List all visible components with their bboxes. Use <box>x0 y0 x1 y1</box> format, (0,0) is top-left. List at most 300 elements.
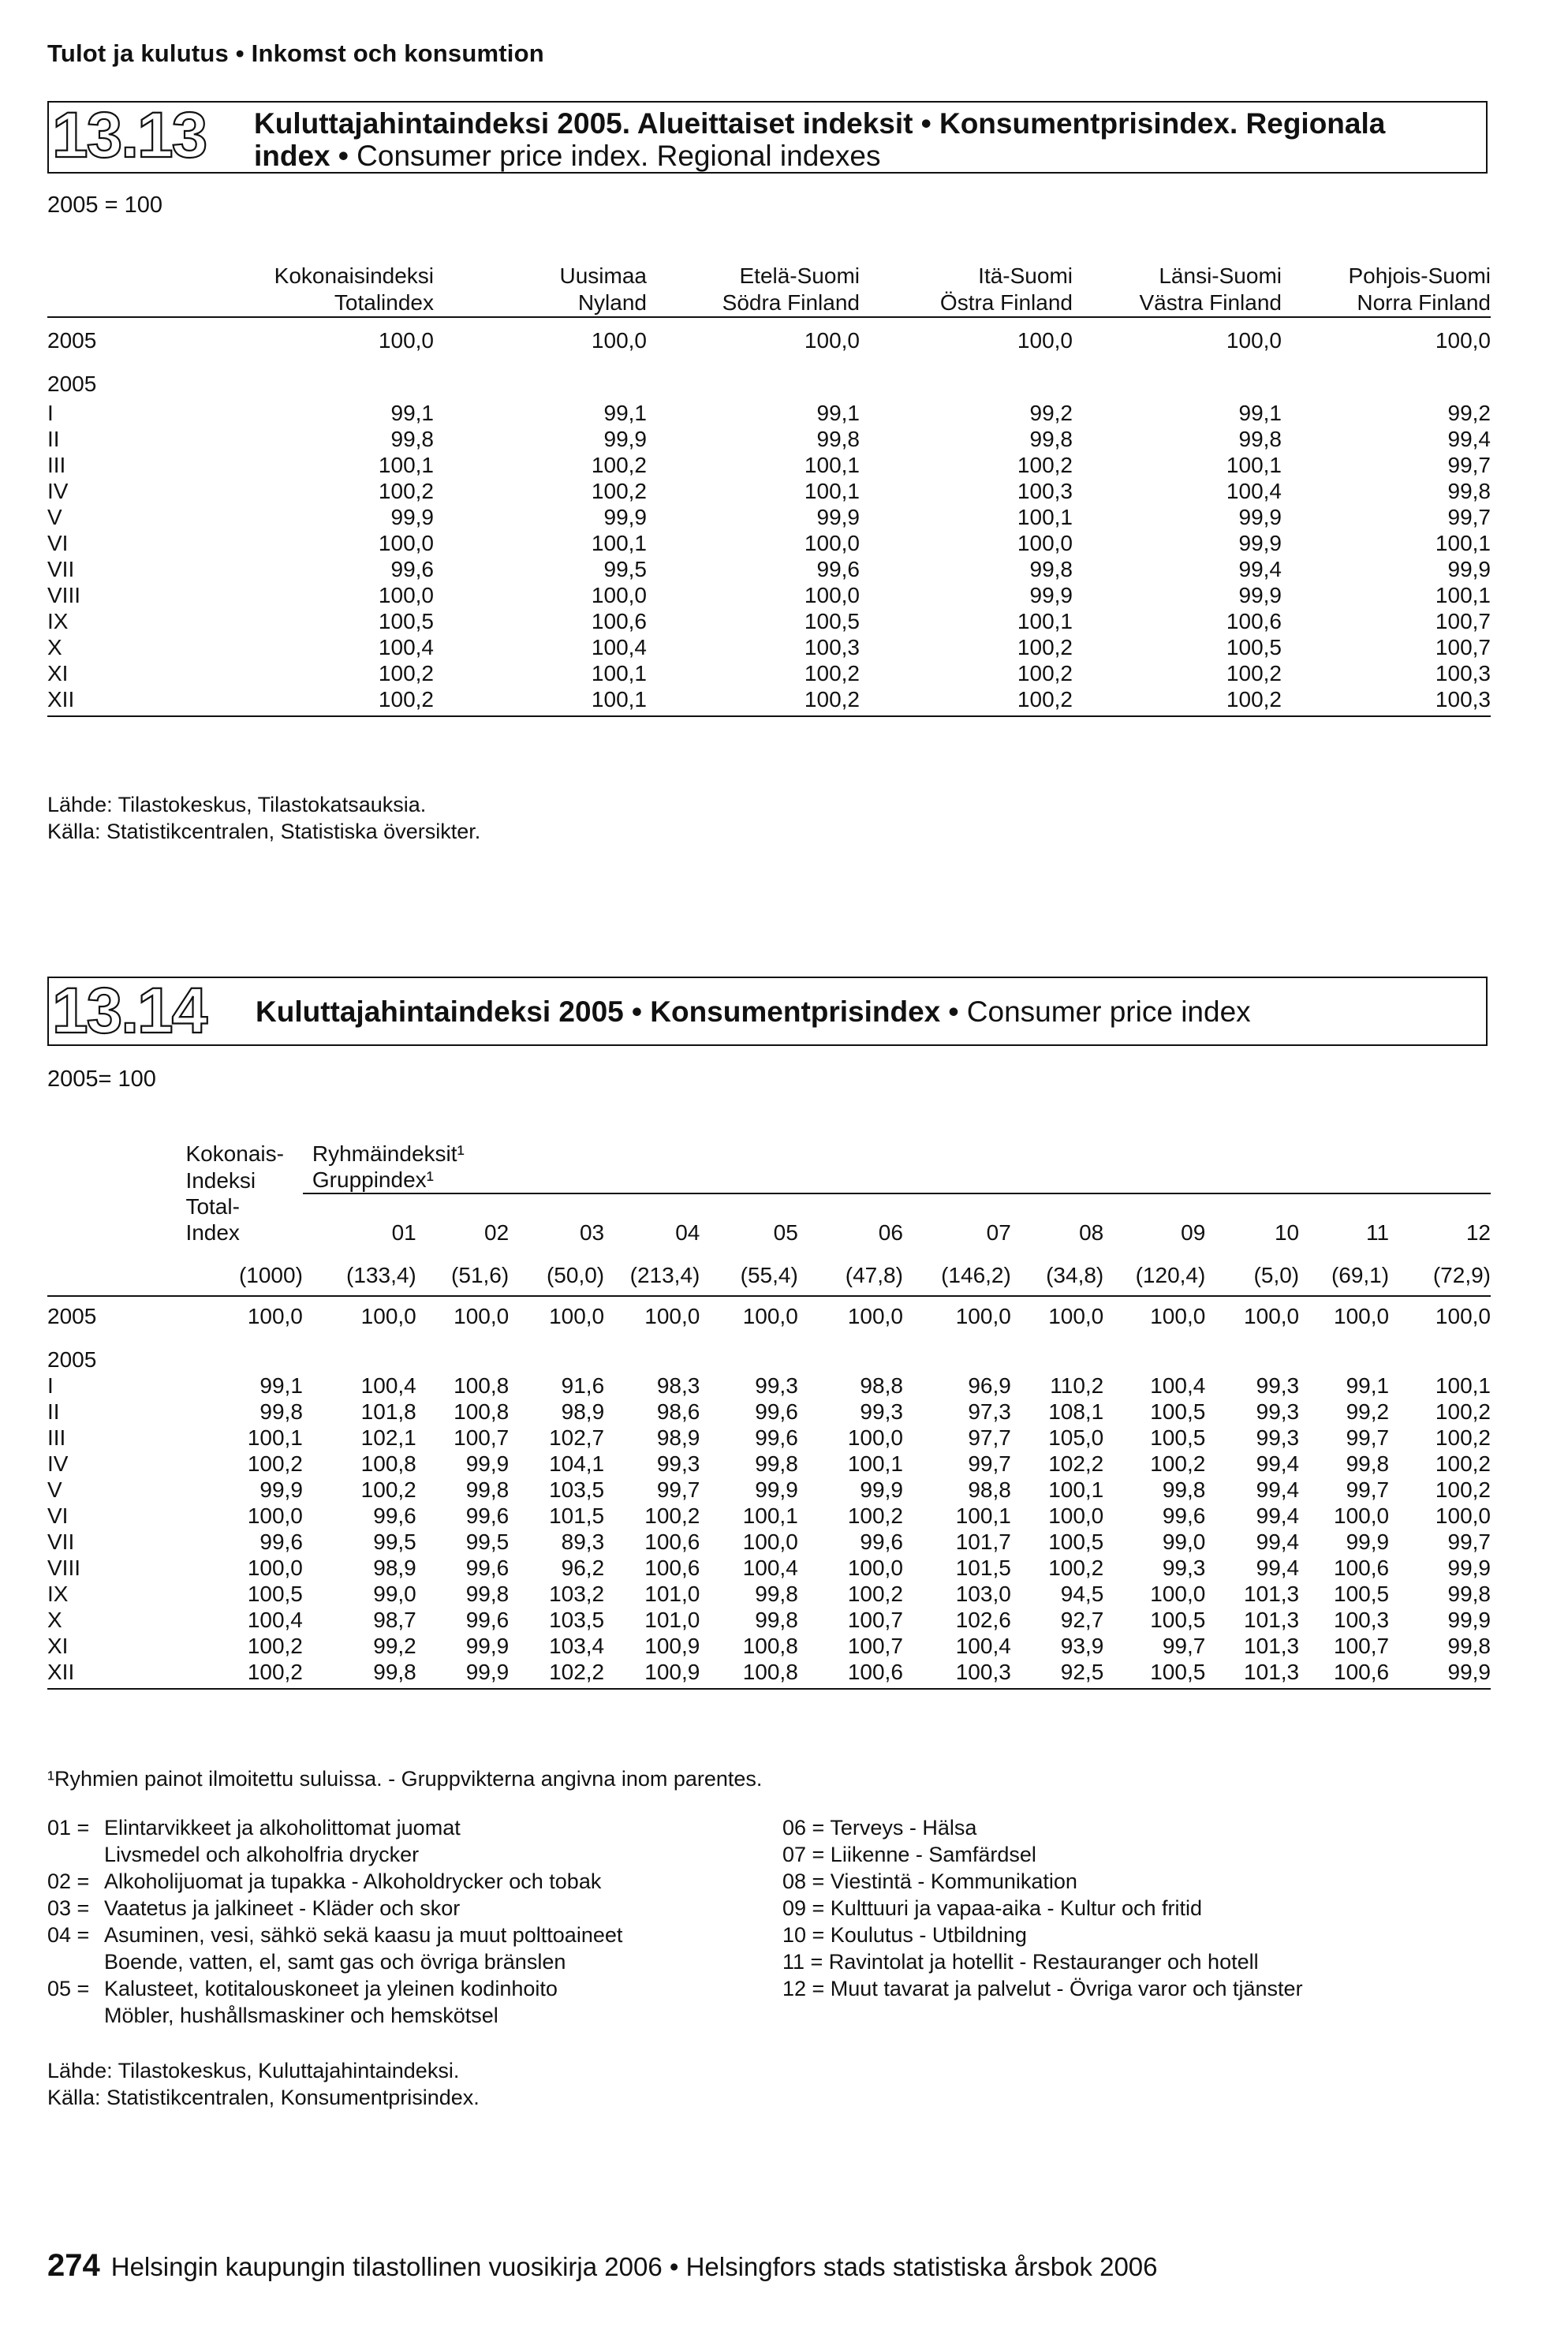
value-cell: 100,3 <box>1435 687 1491 712</box>
value-cell: 99,1 <box>1238 401 1282 425</box>
value-cell: 99,9 <box>1447 1660 1491 1684</box>
value-cell: 99,3 <box>656 1451 700 1476</box>
value-cell: 96,9 <box>968 1373 1011 1398</box>
value-cell: 98,3 <box>656 1373 700 1398</box>
value-cell: 99,5 <box>373 1530 416 1554</box>
table-row <box>47 582 1491 608</box>
table-title-bold: Kuluttajahintaindeksi 2005 • Konsumentprisindex • <box>256 995 959 1028</box>
value-cell: 101,5 <box>955 1556 1011 1580</box>
value-cell: 99,8 <box>816 427 860 451</box>
group-code-header: 08 <box>1079 1220 1104 1245</box>
value-cell: 100,1 <box>804 453 860 477</box>
value-cell: 100,5 <box>378 609 434 633</box>
weight-cell: (5,0) <box>1253 1263 1300 1287</box>
value-cell: 99,9 <box>465 1634 510 1658</box>
value-cell: 103,5 <box>549 1477 605 1502</box>
value-cell: 100,1 <box>804 479 860 503</box>
footer-text: Helsingin kaupungin tilastollinen vuosikirja 2006 • Helsingfors stads statistiska årsbok 2006 <box>110 2252 1158 2281</box>
col-header: Nyland <box>577 290 647 315</box>
value-cell: 99,9 <box>755 1477 798 1502</box>
value-cell: 100,8 <box>742 1660 798 1684</box>
weight-cell: (213,4) <box>629 1263 700 1287</box>
legend-code: 02 = <box>47 1869 90 1893</box>
row-label: VII <box>47 557 75 581</box>
table-title-box <box>47 101 1488 174</box>
value-cell: 99,6 <box>465 1556 510 1580</box>
value-cell: 100,3 <box>804 635 860 659</box>
value-cell: 98,7 <box>373 1608 416 1632</box>
value-cell: 99,7 <box>968 1451 1011 1476</box>
value-cell: 99,4 <box>1256 1530 1300 1554</box>
legend-item <box>47 1975 781 2002</box>
value-cell: 100,0 <box>1435 1304 1491 1328</box>
value-cell: 100,2 <box>1435 1425 1491 1450</box>
value-cell: 100,2 <box>378 479 434 503</box>
value-cell: 100,0 <box>247 1556 303 1580</box>
value-cell: 94,5 <box>1060 1582 1104 1606</box>
value-cell: 99,8 <box>1447 1582 1491 1606</box>
value-cell: 99,3 <box>1162 1556 1206 1580</box>
group-header-row <box>47 1167 1491 1193</box>
row-label: V <box>47 505 62 529</box>
group-code-header: 01 <box>391 1220 416 1245</box>
value-cell: 102,6 <box>955 1608 1011 1632</box>
legend-item <box>47 1814 781 1841</box>
table-row <box>47 556 1491 582</box>
value-cell: 100,0 <box>1150 1582 1206 1606</box>
value-cell: 100,2 <box>847 1582 903 1606</box>
value-cell: 99,8 <box>1029 557 1073 581</box>
legend-code: 05 = <box>47 1977 90 2000</box>
value-cell: 100,4 <box>742 1556 798 1580</box>
value-cell: 100,2 <box>1150 1451 1206 1476</box>
page-footer <box>47 2248 1158 2284</box>
col-header: Totalindex <box>334 290 434 315</box>
col-header: Norra Finland <box>1357 290 1491 315</box>
total-header-4: Index <box>185 1220 240 1245</box>
value-cell: 100,5 <box>1150 1399 1206 1424</box>
value-cell: 99,8 <box>1029 427 1073 451</box>
value-cell: 99,7 <box>1162 1634 1206 1658</box>
value-cell: 99,6 <box>465 1503 510 1528</box>
base-year-note: 2005= 100 <box>47 1066 156 1092</box>
value-cell: 100,8 <box>360 1451 416 1476</box>
value-cell: 100,5 <box>1226 635 1282 659</box>
row-label: XII <box>47 1660 75 1684</box>
value-cell: 100,0 <box>1150 1304 1206 1328</box>
value-cell: 100,0 <box>360 1304 416 1328</box>
table-row <box>47 1399 1491 1425</box>
value-cell: 100,2 <box>1435 1399 1491 1424</box>
value-cell: 100,3 <box>1334 1608 1390 1632</box>
group-code-header: 06 <box>878 1220 903 1245</box>
value-cell: 100,1 <box>1435 531 1491 555</box>
value-cell: 101,0 <box>644 1608 700 1632</box>
row-label: VIII <box>47 583 81 607</box>
value-cell: 100,2 <box>1435 1451 1491 1476</box>
value-cell: 99,6 <box>373 1503 416 1528</box>
value-cell: 99,1 <box>1346 1373 1390 1398</box>
value-cell: 101,3 <box>1244 1608 1300 1632</box>
value-cell: 100,1 <box>1017 505 1073 529</box>
row-label: VIII <box>47 1556 81 1580</box>
value-cell: 100,1 <box>591 531 647 555</box>
group-header-2: Gruppindex¹ <box>303 1167 1491 1193</box>
legend-text: Livsmedel och alkoholfria drycker <box>104 1843 420 1866</box>
value-cell: 99,6 <box>465 1608 510 1632</box>
header-row-2 <box>47 289 1491 317</box>
row-label: I <box>47 401 54 425</box>
value-cell: 97,3 <box>968 1399 1011 1424</box>
col-header: Östra Finland <box>939 290 1073 315</box>
row-label: IX <box>47 1582 69 1606</box>
value-cell: 99,3 <box>1256 1373 1300 1398</box>
value-cell: 100,0 <box>847 1304 903 1328</box>
table-row <box>47 660 1491 686</box>
legend-code: 03 = <box>47 1896 90 1920</box>
table-row <box>47 504 1491 530</box>
col-header: Itä-Suomi <box>978 263 1073 288</box>
group-code-header: 10 <box>1274 1220 1300 1245</box>
value-cell: 93,9 <box>1060 1634 1104 1658</box>
table-13-14 <box>47 975 1491 2109</box>
value-cell: 101,0 <box>644 1582 700 1606</box>
table-row <box>47 400 1491 426</box>
value-cell: 100,0 <box>247 1304 303 1328</box>
value-cell: 102,1 <box>360 1425 416 1450</box>
value-cell: 100,5 <box>1150 1425 1206 1450</box>
value-cell: 99,8 <box>1346 1451 1390 1476</box>
value-cell: 100,7 <box>454 1425 510 1450</box>
value-cell: 100,2 <box>591 453 647 477</box>
value-cell: 99,8 <box>465 1582 510 1606</box>
value-cell: 99,9 <box>1447 1556 1491 1580</box>
table-rule <box>47 1685 1491 1689</box>
col-header: Pohjois-Suomi <box>1348 263 1491 288</box>
value-cell: 99,4 <box>1238 557 1282 581</box>
value-cell: 100,0 <box>1048 1503 1104 1528</box>
value-cell: 103,2 <box>549 1582 605 1606</box>
row-label: X <box>47 635 62 659</box>
legend-item: 12 = Muut tavarat ja palvelut - Övriga varor och tjänster <box>782 1977 1303 2000</box>
row-label: VI <box>47 1503 69 1528</box>
row-label: X <box>47 1608 62 1632</box>
value-cell: 100,2 <box>591 479 647 503</box>
value-cell: 100,4 <box>1226 479 1282 503</box>
value-cell: 99,8 <box>390 427 434 451</box>
value-cell: 99,9 <box>860 1477 903 1502</box>
value-cell: 100,8 <box>454 1373 510 1398</box>
value-cell: 99,8 <box>1447 1634 1491 1658</box>
value-cell: 100,6 <box>1334 1556 1390 1580</box>
row-label: XI <box>47 661 69 685</box>
value-cell: 100,0 <box>1226 328 1282 353</box>
value-cell: 100,0 <box>804 328 860 353</box>
table-title-box <box>47 977 1488 1046</box>
value-cell: 99,9 <box>603 505 647 529</box>
value-cell: 100,1 <box>1226 453 1282 477</box>
value-cell: 100,1 <box>247 1425 303 1450</box>
value-cell: 99,3 <box>755 1373 798 1398</box>
value-cell: 99,7 <box>1447 453 1491 477</box>
row-label: II <box>47 1399 60 1424</box>
value-cell: 98,6 <box>656 1399 700 1424</box>
legend-item <box>47 1868 781 1895</box>
value-cell: 100,1 <box>591 687 647 712</box>
value-cell: 100,3 <box>1435 661 1491 685</box>
value-cell: 99,0 <box>1162 1530 1206 1554</box>
value-cell: 98,8 <box>860 1373 903 1398</box>
value-cell: 100,0 <box>1017 531 1073 555</box>
legend-left <box>47 1814 781 2029</box>
weight-cell: (146,2) <box>941 1263 1011 1287</box>
legend-text: Alkoholijuomat ja tupakka - Alkoholdrycker och tobak <box>104 1869 602 1893</box>
value-cell: 99,8 <box>1447 479 1491 503</box>
year-label-row <box>47 1347 1491 1373</box>
value-cell: 99,9 <box>259 1477 303 1502</box>
source-note <box>47 2057 480 2111</box>
value-cell: 100,0 <box>454 1304 510 1328</box>
value-cell: 99,8 <box>259 1399 303 1424</box>
source-fi: Lähde: Tilastokeskus, Kuluttajahintaindeksi. <box>47 2059 460 2082</box>
value-cell: 99,4 <box>1256 1503 1300 1528</box>
value-cell: 100,7 <box>1334 1634 1390 1658</box>
table-row <box>47 634 1491 660</box>
legend-item-sub <box>47 1948 781 1975</box>
value-cell: 99,2 <box>1346 1399 1390 1424</box>
value-cell: 100,0 <box>247 1503 303 1528</box>
value-cell: 100,3 <box>955 1660 1011 1684</box>
value-cell: 100,0 <box>591 328 647 353</box>
source-note <box>47 791 480 845</box>
group-index-table <box>47 1141 1491 1690</box>
value-cell: 100,0 <box>378 583 434 607</box>
value-cell: 99,9 <box>465 1660 510 1684</box>
value-cell: 100,2 <box>804 687 860 712</box>
col-header: Södra Finland <box>722 290 860 315</box>
weight-cell: (1000) <box>238 1263 303 1287</box>
weight-cell: (51,6) <box>451 1263 510 1287</box>
value-cell: 99,7 <box>1447 1530 1491 1554</box>
row-label: VI <box>47 531 69 555</box>
value-cell: 98,9 <box>561 1399 605 1424</box>
value-cell: 100,9 <box>644 1634 700 1658</box>
legend-item-sub <box>47 1841 781 1868</box>
value-cell: 100,1 <box>955 1503 1011 1528</box>
weight-cell: (50,0) <box>546 1263 605 1287</box>
value-cell: 101,5 <box>549 1503 605 1528</box>
value-cell: 97,7 <box>968 1425 1011 1450</box>
value-cell: 99,9 <box>1238 505 1282 529</box>
value-cell: 99,2 <box>1447 401 1491 425</box>
value-cell: 100,2 <box>644 1503 700 1528</box>
value-cell: 100,0 <box>1244 1304 1300 1328</box>
value-cell: 100,4 <box>1150 1373 1206 1398</box>
row-label: IV <box>47 1451 69 1476</box>
table-row <box>47 452 1491 478</box>
row-label: 2005 <box>47 372 97 396</box>
legend-text: Möbler, hushållsmaskiner och hemskötsel <box>104 2004 498 2027</box>
value-cell: 100,0 <box>1048 1304 1104 1328</box>
value-cell: 99,1 <box>259 1373 303 1398</box>
value-cell: 99,4 <box>1256 1477 1300 1502</box>
value-cell: 92,5 <box>1060 1660 1104 1684</box>
value-cell: 92,7 <box>1060 1608 1104 1632</box>
value-cell: 100,1 <box>1435 1373 1491 1398</box>
value-cell: 99,3 <box>1256 1399 1300 1424</box>
value-cell: 102,7 <box>549 1425 605 1450</box>
value-cell: 99,6 <box>390 557 434 581</box>
table-title <box>256 995 1470 1028</box>
col-header: Kokonaisindeksi <box>274 263 434 288</box>
table-row <box>47 1425 1491 1451</box>
value-cell: 100,1 <box>742 1503 798 1528</box>
table-row <box>47 1477 1491 1503</box>
value-cell: 99,9 <box>1447 1608 1491 1632</box>
legend-code: 01 = <box>47 1816 90 1840</box>
value-cell: 100,2 <box>1048 1556 1104 1580</box>
value-cell: 100,2 <box>247 1660 303 1684</box>
weight-cell: (34,8) <box>1046 1263 1104 1287</box>
value-cell: 100,0 <box>378 531 434 555</box>
value-cell: 99,6 <box>860 1530 903 1554</box>
table-number: 13.13 <box>52 99 207 171</box>
legend-item: 09 = Kulttuuri ja vapaa-aika - Kultur och fritid <box>782 1896 1203 1920</box>
value-cell: 100,2 <box>247 1634 303 1658</box>
value-cell: 99,6 <box>1162 1503 1206 1528</box>
value-cell: 89,3 <box>561 1530 605 1554</box>
legend-item <box>47 1895 781 1922</box>
value-cell: 100,2 <box>1017 687 1073 712</box>
value-cell: 100,1 <box>591 661 647 685</box>
value-cell: 99,4 <box>1256 1556 1300 1580</box>
value-cell: 100,2 <box>1435 1477 1491 1502</box>
value-cell: 99,7 <box>1447 505 1491 529</box>
group-code-header: 04 <box>675 1220 700 1245</box>
value-cell: 103,4 <box>549 1634 605 1658</box>
table-title-normal: Consumer price index <box>966 995 1251 1028</box>
value-cell: 99,6 <box>816 557 860 581</box>
group-header-row <box>47 1141 1491 1167</box>
value-cell: 100,5 <box>1048 1530 1104 1554</box>
weight-cell: (133,4) <box>346 1263 416 1287</box>
table-row <box>47 1555 1491 1581</box>
value-cell: 100,4 <box>360 1373 416 1398</box>
table-row <box>47 686 1491 712</box>
value-cell: 99,0 <box>373 1582 416 1606</box>
header-row-1 <box>47 263 1491 289</box>
weight-cell: (47,8) <box>845 1263 903 1287</box>
row-label: I <box>47 1373 54 1398</box>
value-cell: 100,0 <box>378 328 434 353</box>
value-cell: 101,3 <box>1244 1582 1300 1606</box>
value-cell: 100,2 <box>378 661 434 685</box>
table-row <box>47 608 1491 634</box>
total-header-2: Indeksi <box>185 1167 256 1193</box>
value-cell: 100,3 <box>1017 479 1073 503</box>
value-cell: 100,0 <box>549 1304 605 1328</box>
table-13-13 <box>47 99 1491 843</box>
group-code-header: 09 <box>1181 1220 1206 1245</box>
legend-item <box>47 1922 781 1948</box>
group-code-header: 03 <box>579 1220 605 1245</box>
value-cell: 98,8 <box>968 1477 1011 1502</box>
source-fi: Lähde: Tilastokeskus, Tilastokatsauksia. <box>47 793 427 816</box>
table-row <box>47 478 1491 504</box>
annual-row <box>47 327 1491 353</box>
col-header: Länsi-Suomi <box>1159 263 1282 288</box>
value-cell: 100,0 <box>804 531 860 555</box>
value-cell: 99,6 <box>755 1425 798 1450</box>
value-cell: 110,2 <box>1050 1373 1104 1398</box>
value-cell: 99,8 <box>755 1608 798 1632</box>
legend-item: 06 = Terveys - Hälsa <box>782 1816 977 1840</box>
total-header-3: Total- <box>185 1194 240 1219</box>
value-cell: 99,9 <box>1029 583 1073 607</box>
value-cell: 100,0 <box>1334 1503 1390 1528</box>
value-cell: 100,4 <box>247 1608 303 1632</box>
value-cell: 101,3 <box>1244 1660 1300 1684</box>
group-code-header: 12 <box>1465 1220 1491 1245</box>
legend-item: 08 = Viestintä - Kommunikation <box>782 1869 1077 1893</box>
value-cell: 100,6 <box>644 1530 700 1554</box>
group-code-header: 11 <box>1366 1220 1390 1245</box>
value-cell: 91,6 <box>561 1373 605 1398</box>
col-header: Västra Finland <box>1139 290 1282 315</box>
table-row <box>47 1529 1491 1555</box>
value-cell: 100,2 <box>1017 453 1073 477</box>
value-cell: 108,1 <box>1048 1399 1104 1424</box>
value-cell: 100,2 <box>804 661 860 685</box>
value-cell: 100,0 <box>1334 1304 1390 1328</box>
value-cell: 99,6 <box>755 1399 798 1424</box>
table-rule <box>47 712 1491 716</box>
source-sv: Källa: Statistikcentralen, Statistiska översikter. <box>47 820 481 843</box>
weight-cell: (120,4) <box>1135 1263 1206 1287</box>
table-row <box>47 1633 1491 1659</box>
row-label: XI <box>47 1634 69 1658</box>
col-header: Uusimaa <box>559 263 647 288</box>
value-cell: 100,2 <box>247 1451 303 1476</box>
value-cell: 99,7 <box>1346 1477 1390 1502</box>
value-cell: 100,6 <box>847 1660 903 1684</box>
legend-text: Boende, vatten, el, samt gas och övriga bränslen <box>104 1950 566 1974</box>
row-label: XII <box>47 687 75 712</box>
value-cell: 103,0 <box>955 1582 1011 1606</box>
value-cell: 99,7 <box>656 1477 700 1502</box>
row-label: III <box>47 1425 66 1450</box>
table-row <box>47 1373 1491 1399</box>
weight-cell: (69,1) <box>1331 1263 1390 1287</box>
value-cell: 99,1 <box>390 401 434 425</box>
value-cell: 100,0 <box>1435 328 1491 353</box>
legend-text: Asuminen, vesi, sähkö sekä kaasu ja muut polttoaineet <box>104 1923 623 1947</box>
value-cell: 100,1 <box>847 1451 903 1476</box>
group-code-header: 05 <box>773 1220 798 1245</box>
value-cell: 100,2 <box>1017 635 1073 659</box>
value-cell: 99,2 <box>373 1634 416 1658</box>
value-cell: 99,7 <box>1346 1425 1390 1450</box>
value-cell: 102,2 <box>1048 1451 1104 1476</box>
value-cell: 99,9 <box>390 505 434 529</box>
value-cell: 100,2 <box>378 687 434 712</box>
table-row <box>47 530 1491 556</box>
value-cell: 100,2 <box>847 1503 903 1528</box>
page-number: 274 <box>47 2248 100 2283</box>
col-header: Etelä-Suomi <box>739 263 860 288</box>
value-cell: 100,5 <box>804 609 860 633</box>
value-cell: 96,2 <box>561 1556 605 1580</box>
